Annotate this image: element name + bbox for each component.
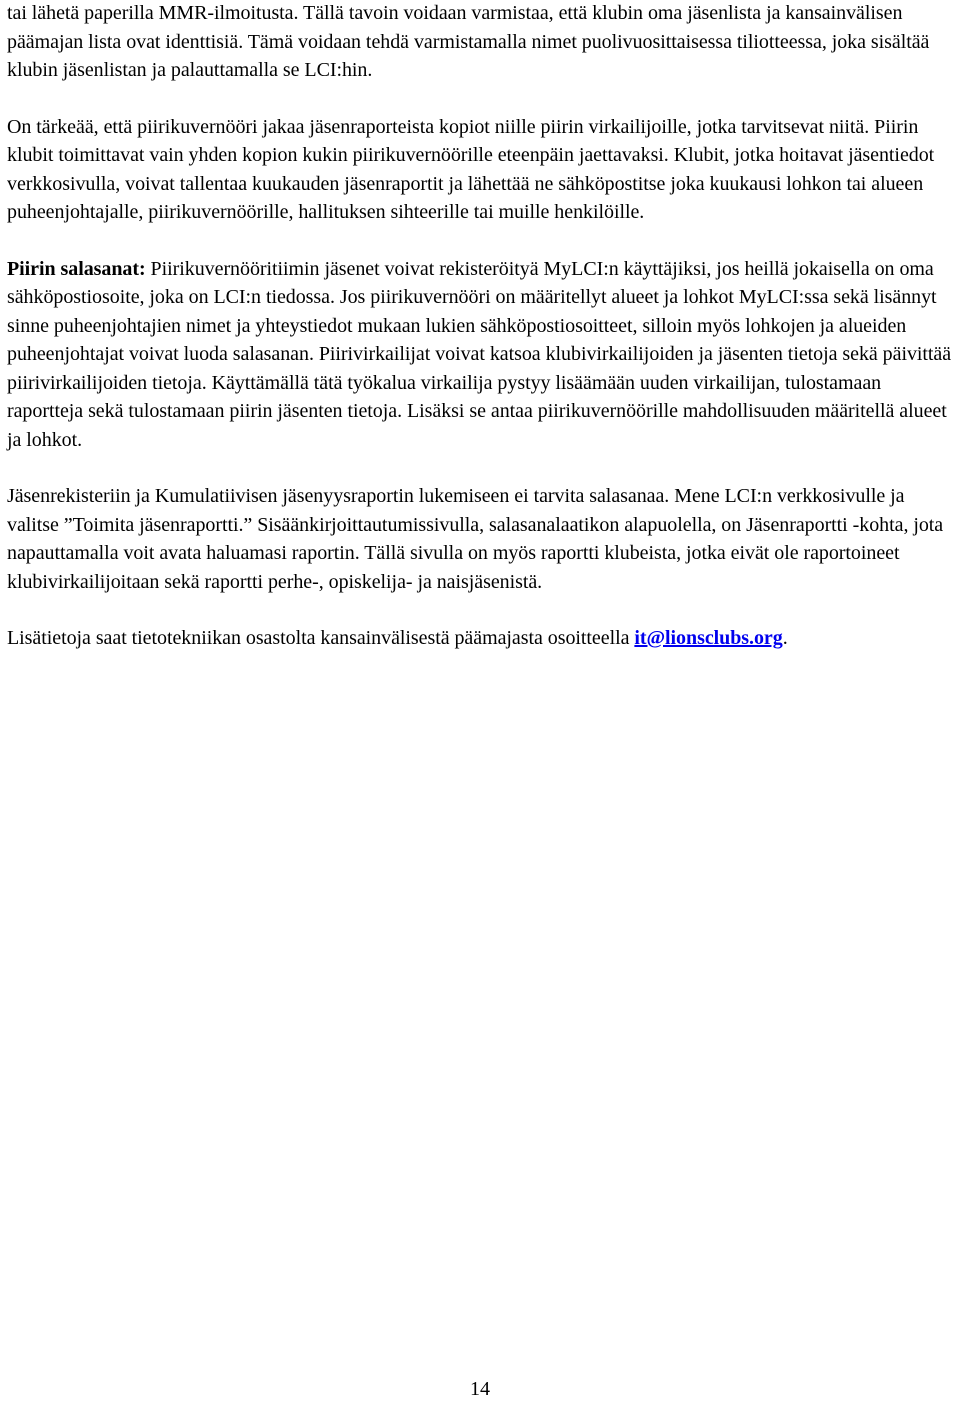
paragraph-district-governor-copies: On tärkeää, että piirikuvernööri jakaa jäsenraporteista kopiot niille piirin virkailijoille, jotka tarvitsevat niitä. Piirin klubit toimittavat vain yhden kopion kukin piirikuvernöörille eteenpäin jaettavaksi. Klubit, jotka hoitavat jäsentiedot verkkosivulla, voivat tallentaa kuukauden jäsenraportit ja lähettää ne sähköpostitse joka kuukausi lohkon tai alueen puheenjohtajalle, piirikuvernöörille, hallituksen sihteerille tai muille henkilöille. (7, 115, 935, 223)
more-info-end: . (782, 627, 788, 649)
document-page (7, 0, 957, 653)
more-info-text: Lisätietoja saat tietotekniikan osastolta kansainvälisestä päämajasta osoitteella (7, 627, 635, 649)
district-passwords-body: Piirikuvernööritiimin jäsenet voivat rekisteröityä MyLCI:n käyttäjiksi, jos heillä jokaisella on oma sähköpostiosoite, joka on LCI:n tiedossa. Jos piirikuvernööri on määritellyt alueet ja lohkot MyLCI:ssa sekä lisännyt sinne puheenjohtajien nimet ja yhteystiedot mukaan lukien sähköpostiosoitteet, silloin myös lohkojen ja alueiden puheenjohtajat voivat luoda salasanan. Piirivirkailijat voivat katsoa klubivirkailijoiden ja jäsenten tietoja sekä päivittää piirivirkailijoiden tietoja. Käyttämällä tätä työkalua virkailija pystyy lisäämään uuden virkailijan, tulostamaan raportteja sekä tulostamaan piirin jäsenten tietoja. Lisäksi se antaa piirikuvernöörille mahdollisuuden määritellä alueet ja lohkot. (7, 257, 952, 451)
district-passwords-heading: Piirin salasanat: (7, 257, 146, 280)
paragraph-mmr-notice: tai lähetä paperilla MMR-ilmoitusta. Tällä tavoin voidaan varmistaa, että klubin oma jäsenlista ja kansainvälisen päämajan lista ovat identtisiä. Tämä voidaan tehdä varmistamalla nimet puolivuosittaisessa tiliotteessa, joka sisältää klubin jäsenlistan ja palauttamalla se LCI:hin. (7, 2, 930, 81)
paragraph-membership-register: Jäsenrekisteriin ja Kumulatiivisen jäsenyysraportin lukemiseen ei tarvita salasanaa. Mene LCI:n verkkosivulle ja valitse ”Toimita jäsenraportti.” Sisäänkirjoittautumissivulla, salasanalaatikon alapuolella, on Jäsenraportti -kohta, jota napauttamalla voit avata haluamasi raportin. Tällä sivulla on myös raportti klubeista, jotka eivät ole raportoineet klubivirkailijoitaan sekä raportti perhe-, opiskelija- ja naisjäsenistä. (7, 485, 944, 593)
email-link[interactable]: it@lionsclubs.org (634, 627, 783, 649)
paragraph-more-info (7, 624, 957, 653)
paragraph-district-passwords (7, 255, 957, 455)
page-number: 14 (470, 1378, 490, 1400)
